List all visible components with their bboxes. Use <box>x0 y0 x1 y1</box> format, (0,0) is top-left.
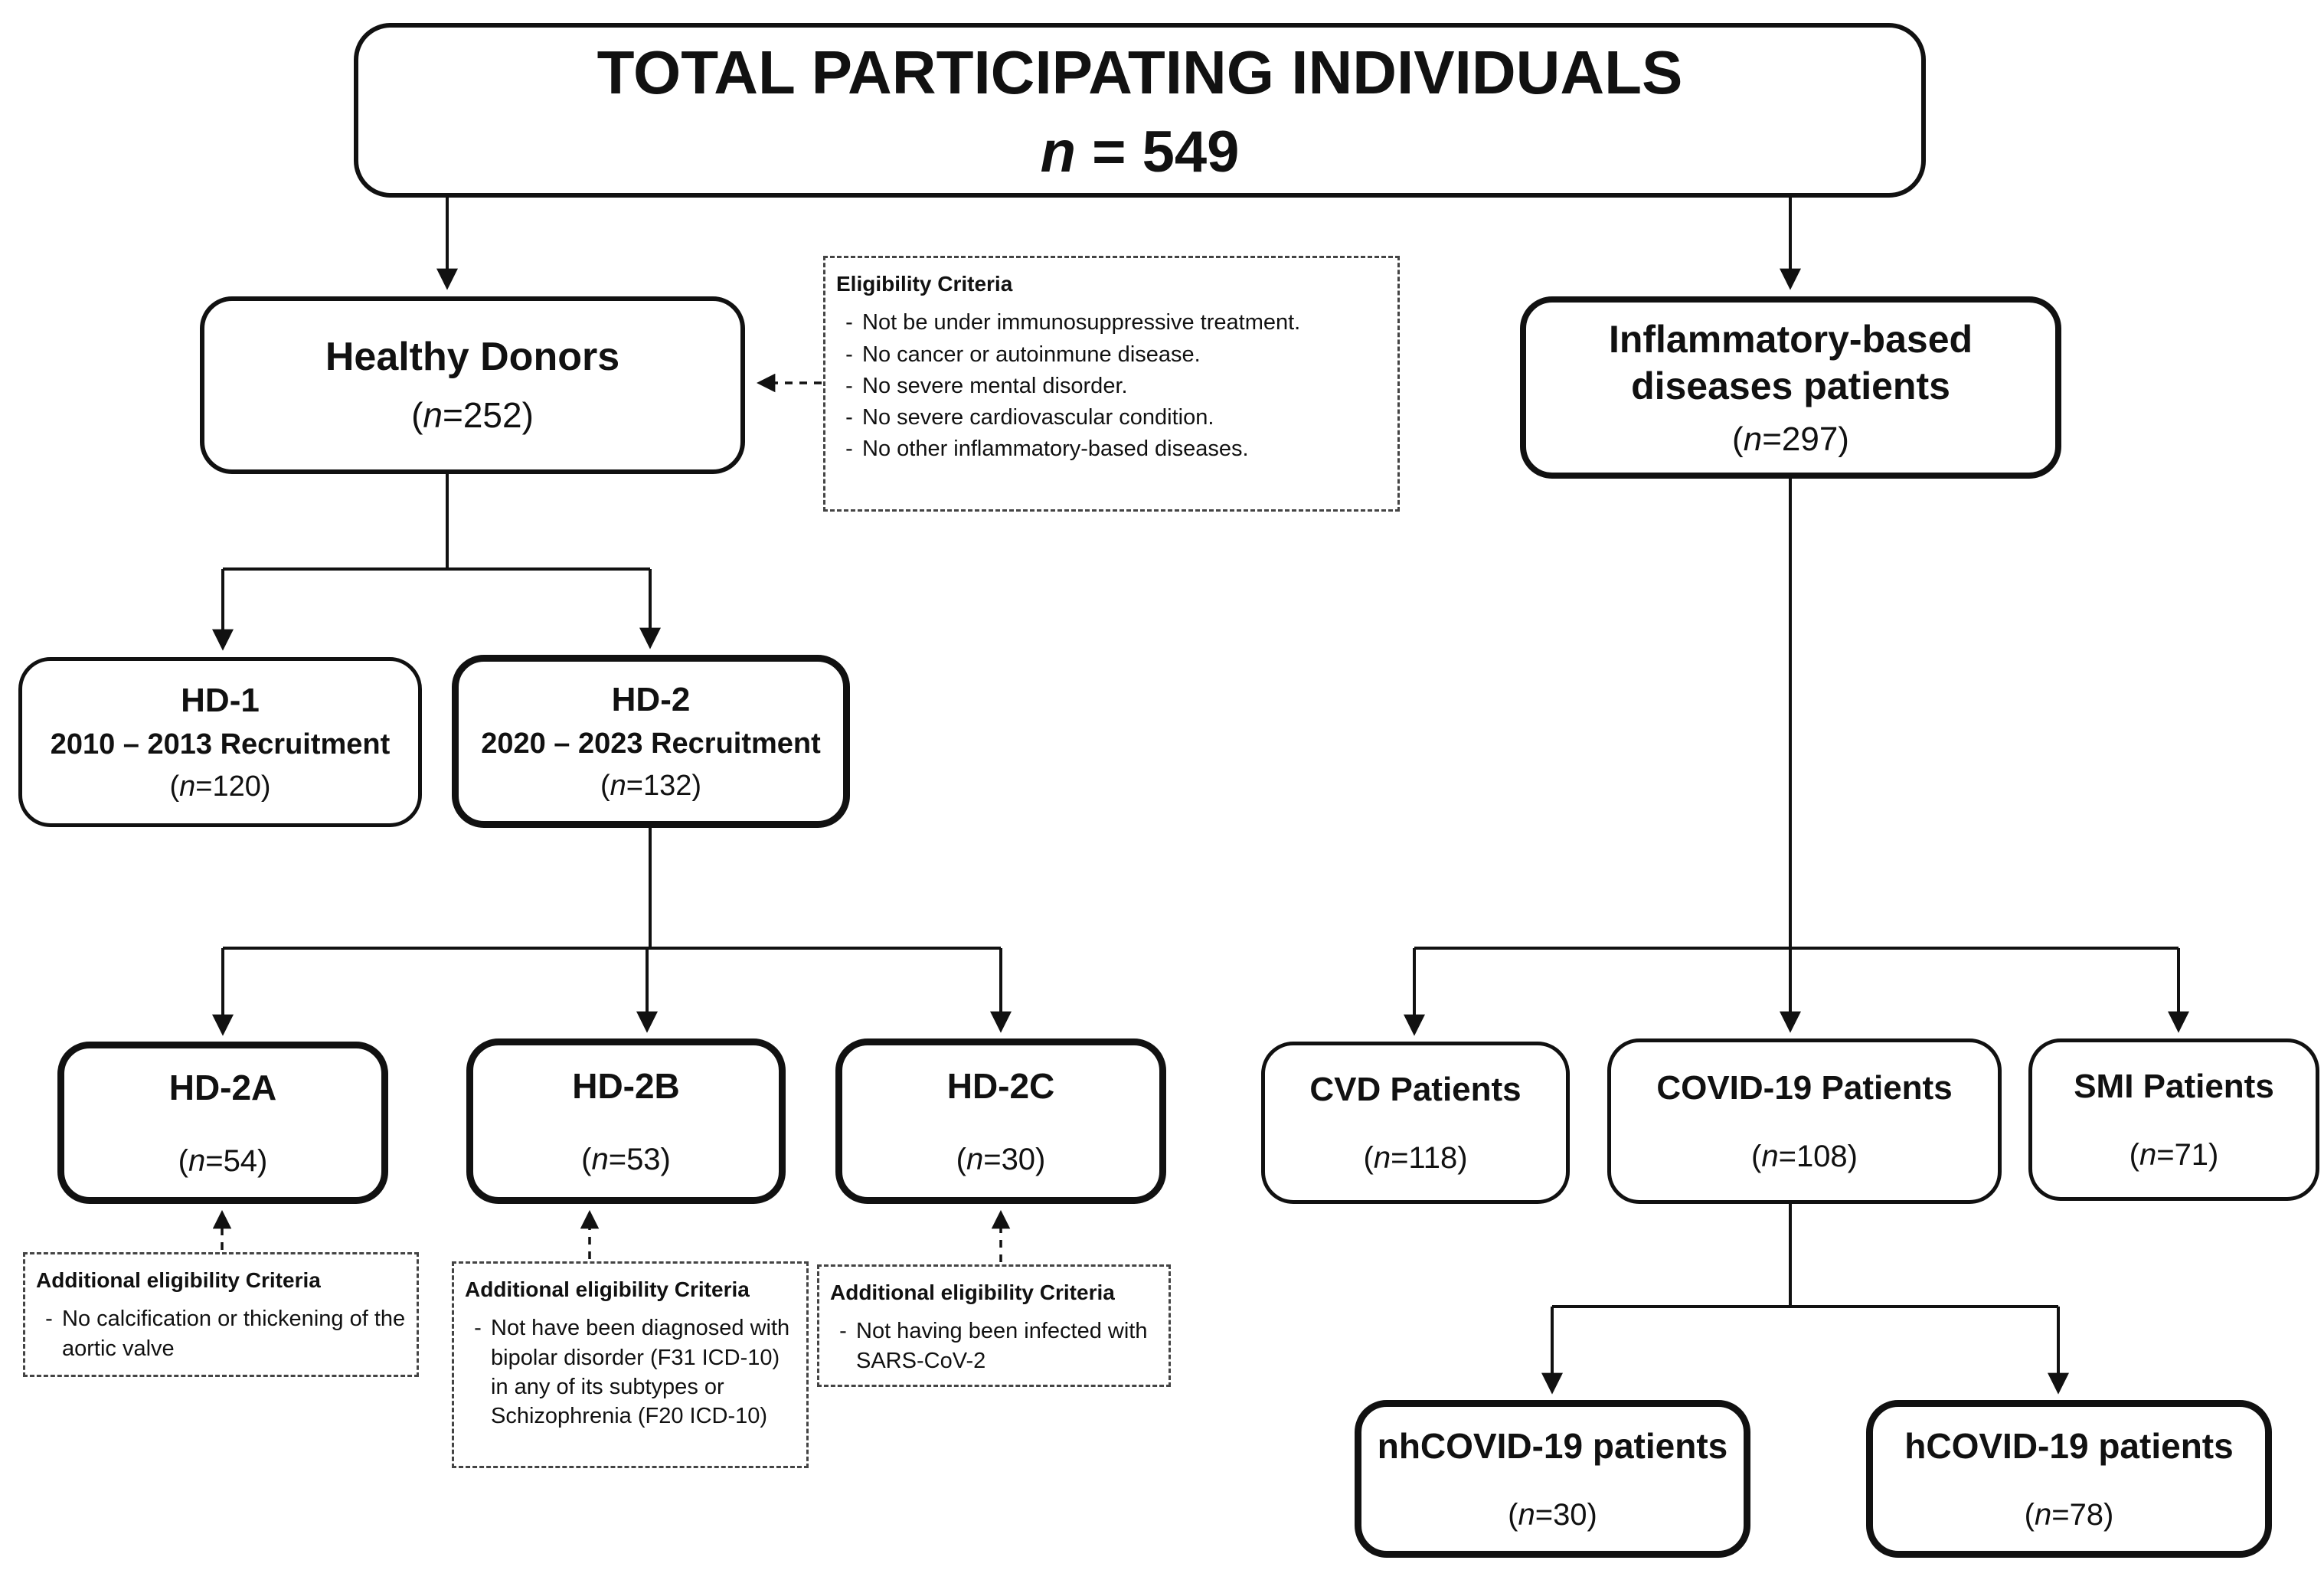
hd2a-n: (n=54) <box>178 1144 268 1179</box>
hd1-title: HD-1 <box>181 682 260 720</box>
nhcovid-patients-title: nhCOVID-19 patients <box>1377 1425 1728 1466</box>
inflammatory-patients-box <box>1520 296 2061 479</box>
additional-criteria-c-title: Additional eligibility Criteria <box>830 1281 1115 1304</box>
eligibility-criteria-box <box>823 256 1400 512</box>
cvd-patients-box <box>1261 1042 1570 1204</box>
hd2-subtitle: 2020 – 2023 Recruitment <box>481 728 821 760</box>
additional-criteria-c-item: - Not having been infected with SARS-CoV-2 <box>830 1317 1158 1375</box>
line-healthy-split <box>223 474 650 569</box>
total-participants-title: TOTAL PARTICIPATING INDIVIDUALS <box>597 38 1683 107</box>
hd2c-box <box>835 1038 1166 1204</box>
hd1-box <box>18 657 422 827</box>
additional-criteria-a-item: - No calcification or thickening of the aortic valve <box>36 1304 406 1363</box>
cvd-patients-title: CVD Patients <box>1309 1071 1522 1109</box>
hd2-box <box>452 655 850 828</box>
dash-bullet: - <box>474 1316 482 1341</box>
covid-patients-title: COVID-19 Patients <box>1656 1069 1953 1107</box>
dash-bullet: - <box>845 405 853 430</box>
total-participants-n: n = 549 <box>1040 119 1240 185</box>
total-participants-box <box>354 23 1926 198</box>
hd2b-n: (n=53) <box>581 1143 671 1177</box>
additional-criteria-c-box <box>817 1264 1171 1387</box>
additional-criteria-b-title: Additional eligibility Criteria <box>465 1277 750 1301</box>
nhcovid-patients-box <box>1355 1400 1750 1558</box>
hd1-subtitle: 2010 – 2013 Recruitment <box>50 728 391 761</box>
healthy-donors-n: (n=252) <box>411 394 534 435</box>
eligibility-criteria-title: Eligibility Criteria <box>836 272 1013 296</box>
hd2a-title: HD-2A <box>168 1067 277 1107</box>
hd1-n: (n=120) <box>169 770 271 803</box>
eligibility-item: - No other inflammatory-based diseases. <box>836 434 1249 463</box>
line-covid-split <box>1552 1204 2058 1307</box>
nhcovid-patients-n: (n=30) <box>1508 1498 1597 1532</box>
hd2-title: HD-2 <box>611 681 691 719</box>
hd2a-box <box>57 1042 388 1204</box>
smi-patients-box <box>2028 1038 2319 1201</box>
smi-patients-n: (n=71) <box>2129 1137 2219 1172</box>
healthy-donors-title: Healthy Donors <box>325 335 620 380</box>
inflammatory-title-line1: Inflammatory-based <box>1608 318 1973 361</box>
line-inflammatory-split <box>1414 479 2179 948</box>
additional-criteria-a-box <box>23 1252 419 1377</box>
additional-criteria-b-item: - Not have been diagnosed with bipolar disorder (F31 ICD-10) in any of its subtypes or Schizophrenia (F20 ICD-10) <box>465 1313 796 1431</box>
smi-patients-title: SMI Patients <box>2074 1068 2274 1106</box>
eligibility-item: - No severe cardiovascular condition. <box>836 403 1214 432</box>
dash-bullet: - <box>45 1307 53 1332</box>
dash-bullet: - <box>845 310 853 335</box>
inflammatory-title-line2: diseases patients <box>1631 365 1950 407</box>
line-hd2-split <box>223 828 1001 948</box>
additional-criteria-a-title: Additional eligibility Criteria <box>36 1268 321 1292</box>
hcovid-patients-box <box>1866 1400 2272 1558</box>
covid-patients-n: (n=108) <box>1751 1139 1858 1173</box>
eligibility-item: - No cancer or autoinmune disease. <box>836 340 1201 369</box>
healthy-donors-box <box>200 296 745 474</box>
covid-patients-box <box>1607 1038 2002 1204</box>
cvd-patients-n: (n=118) <box>1363 1140 1468 1175</box>
eligibility-item: - No severe mental disorder. <box>836 371 1128 401</box>
inflammatory-n: (n=297) <box>1732 420 1849 458</box>
hd2b-title: HD-2B <box>572 1065 680 1106</box>
eligibility-item: - Not be under immunosuppressive treatment. <box>836 308 1300 337</box>
hd2c-n: (n=30) <box>956 1143 1046 1177</box>
hcovid-patients-n: (n=78) <box>2024 1498 2114 1532</box>
dash-bullet: - <box>845 342 853 367</box>
hd2b-box <box>466 1038 786 1204</box>
dash-bullet: - <box>845 437 853 462</box>
dash-bullet: - <box>845 373 853 398</box>
hd2c-title: HD-2C <box>946 1065 1055 1106</box>
hcovid-patients-title: hCOVID-19 patients <box>1904 1425 2234 1466</box>
dash-bullet: - <box>839 1319 847 1344</box>
additional-criteria-b-box <box>452 1261 809 1468</box>
hd2-n: (n=132) <box>600 769 702 802</box>
